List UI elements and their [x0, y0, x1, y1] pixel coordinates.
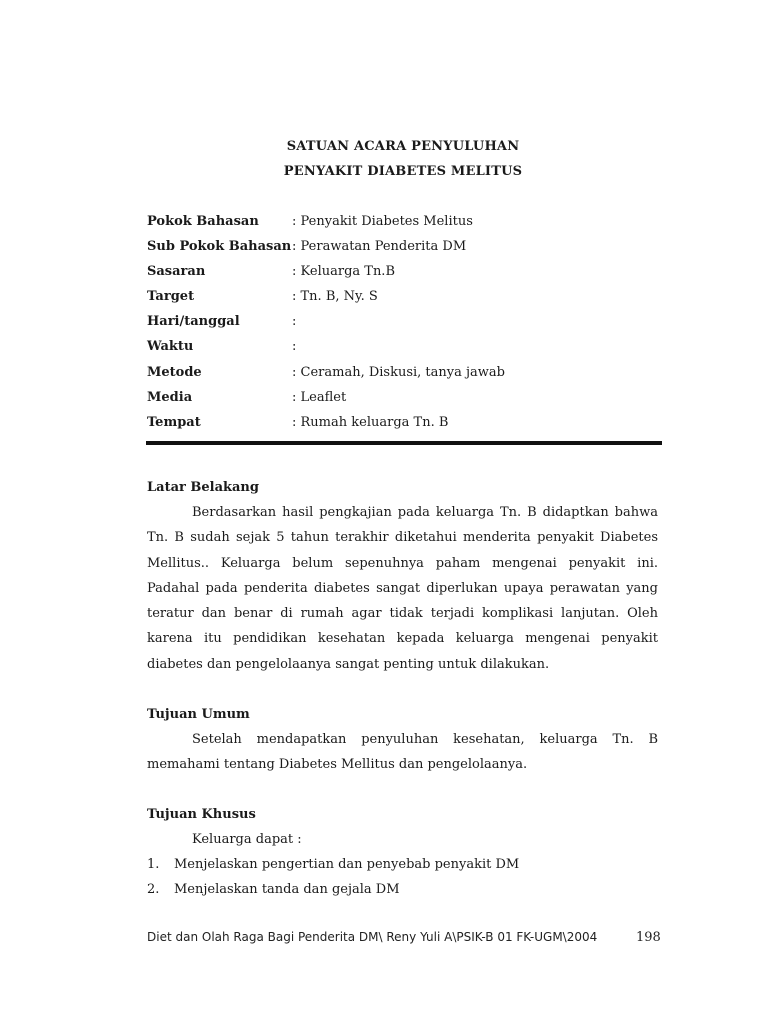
info-label-waktu: Waktu [147, 339, 194, 354]
info-value-sub-pokok-bahasan: : Perawatan Penderita DM [292, 239, 467, 254]
info-value-hari-tanggal: : [292, 314, 297, 329]
info-label-metode: Metode [147, 365, 202, 380]
page-number: 198 [636, 930, 661, 945]
document-title-line-1: SATUAN ACARA PENYULUHAN [286, 139, 520, 154]
tujuan-khusus-intro: Keluarga dapat : [192, 832, 302, 847]
latar-belakang-paragraph: Berdasarkan hasil pengkajian pada keluarga Tn. B didaptkan bahwa Tn. B sudah sejak 5 tahun terakhir diketahui menderita penyakit Diabetes Mellitus.. Keluarga belum sepenuhnya paham mengenai penyakit ini. Padahal pada penderita diabetes sangat diperlukan upaya perawatan yang teratur dan benar di rumah agar tidak terjadi komplikasi lanjutan. Oleh karena itu pendidikan kesehatan kepada keluarga mengenai penyakit diabetes dan pengelolaanya sangat penting untuk dilakukan. [147, 505, 658, 672]
info-value-tempat: : Rumah keluarga Tn. B [292, 415, 449, 430]
info-value-target: : Tn. B, Ny. S [292, 289, 378, 304]
list-item: Menjelaskan tanda dan gejala DM [174, 882, 400, 897]
info-label-target: Target [147, 289, 195, 304]
latar-belakang-heading: Latar Belakang [147, 480, 259, 495]
page-footer: Diet dan Olah Raga Bagi Penderita DM\ Reny Yuli A\PSIK-B 01 FK-UGM\2004 [147, 930, 598, 944]
horizontal-divider [146, 441, 662, 445]
info-label-hari-tanggal: Hari/tanggal [147, 314, 240, 329]
info-label-pokok-bahasan: Pokok Bahasan [147, 214, 259, 229]
tujuan-khusus-heading: Tujuan Khusus [147, 807, 256, 822]
info-value-metode: : Ceramah, Diskusi, tanya jawab [292, 365, 505, 380]
document-title-line-2: PENYAKIT DIABETES MELITUS [283, 164, 523, 179]
info-value-sasaran: : Keluarga Tn.B [292, 264, 395, 279]
info-label-tempat: Tempat [147, 415, 201, 430]
tujuan-umum-heading: Tujuan Umum [147, 707, 250, 722]
info-label-sub-pokok-bahasan: Sub Pokok Bahasan [147, 239, 292, 254]
list-item-number: 1. [147, 857, 160, 872]
list-item: Menjelaskan pengertian dan penyebab penyakit DM [174, 857, 520, 872]
info-value-pokok-bahasan: : Penyakit Diabetes Melitus [292, 214, 473, 229]
info-label-media: Media [147, 390, 193, 405]
info-value-waktu: : [292, 339, 297, 354]
info-value-media: : Leaflet [292, 390, 347, 405]
list-item-number: 2. [147, 882, 160, 897]
tujuan-umum-paragraph: Setelah mendapatkan penyuluhan kesehatan, keluarga Tn. B memahami tentang Diabetes Mellitus dan pengelolaanya. [147, 732, 658, 773]
info-label-sasaran: Sasaran [147, 264, 206, 279]
